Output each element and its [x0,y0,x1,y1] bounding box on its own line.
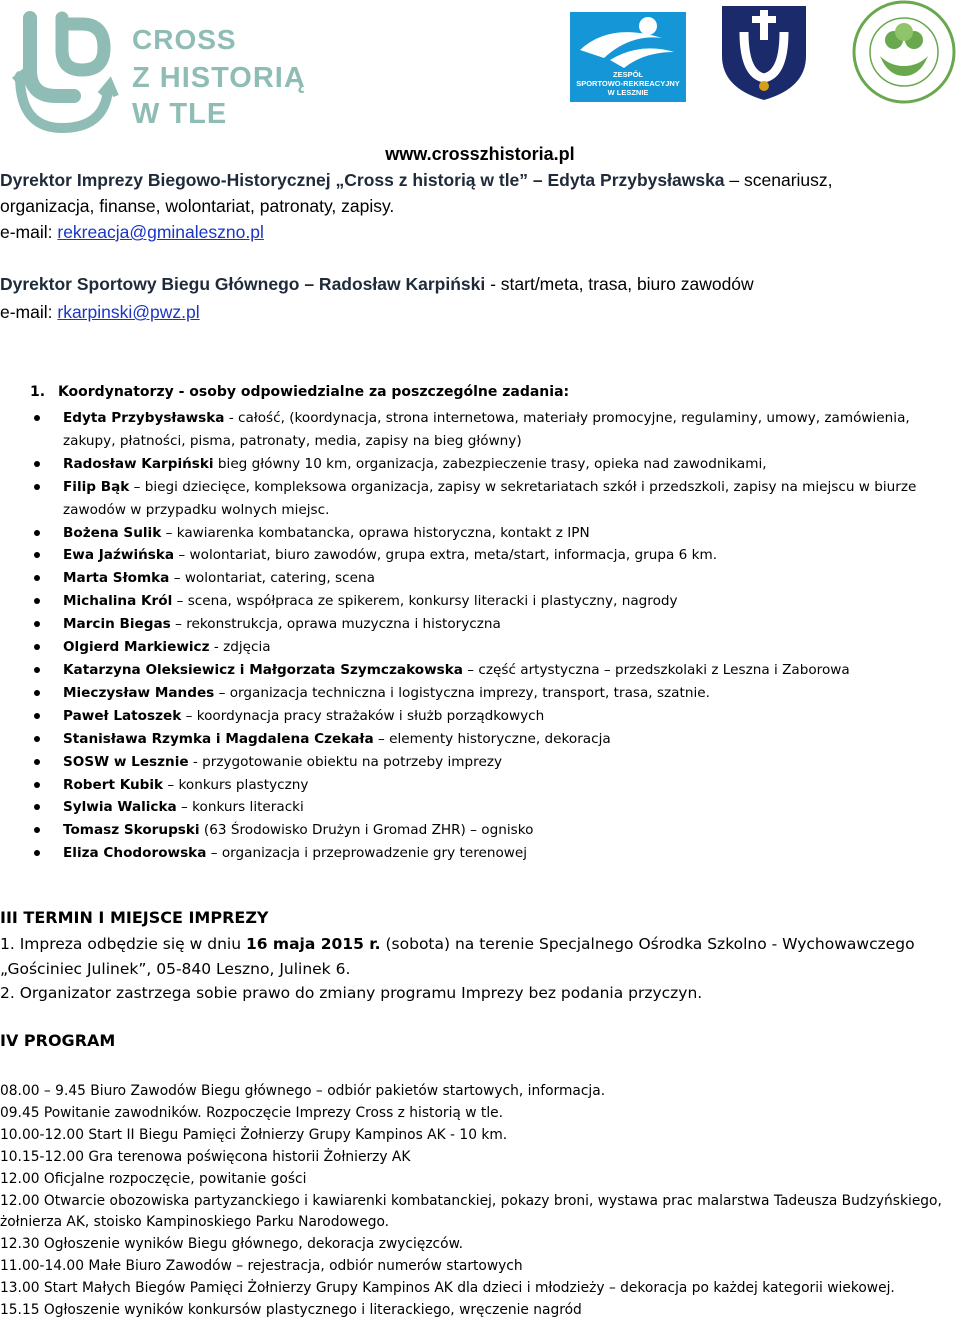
cross-z-historia-logo [12,10,312,140]
coordinator-item [0,544,930,567]
program-item: 10.15-12.00 Gra terenowa poświęcona historii Żołnierzy AK [0,1148,411,1165]
coordinator-duties: bieg główny 10 km, organizacja, zabezpieczenie trasy, opieka nad zawodnikami, [213,455,767,472]
logo-line3: W TLE [132,98,228,130]
coordinator-item [0,407,930,453]
zsr-leszno-logo [570,12,686,102]
section3-heading: III TERMIN I MIEJSCE IMPREZY [0,908,269,927]
coordinator-name: Paweł Latoszek [63,707,182,724]
coordinator-item [0,476,930,522]
coordinator-duties: – organizacja i przeprowadzenie gry terenowej [206,845,528,862]
coordinator-name: Michalina Król [63,593,173,610]
director1-label: Dyrektor Imprezy Biegowo-Historycznej „Cross z historią w tle” – Edyta Przybysławska [0,170,725,190]
coordinator-item [0,819,930,842]
program-item: 12.00 Otwarcie obozowiska partyzanckiego i kawiarenki kombatanckiej, pokazy broni, wystawa prac malarstwa Tadeusza Budzyńskiego, żołnierza AK, stoisko Kampinoskiego Parku Narodowego. [0,1192,942,1231]
coordinators-list [0,407,930,865]
director1-roles: organizacja, finanse, wolontariat, patronaty, zapisy. [0,196,395,216]
section3-paragraph1 [0,932,955,981]
coordinator-item [0,774,930,797]
coordinator-item [0,567,930,590]
logo-line1: CROSS [132,24,237,55]
director2-email-label: e-mail: [0,302,58,322]
coordinator-duties: – wolontariat, biuro zawodów, grupa extra, meta/start, informacja, grupa 6 km. [174,547,718,564]
coordinator-duties: (63 Środowisko Drużyn i Gromad ZHR) – ognisko [199,822,534,839]
section4-heading: IV PROGRAM [0,1031,116,1050]
coordinator-item [0,613,930,636]
program-item: 10.00-12.00 Start II Biegu Pamięci Żołnierzy Grupy Kampinos AK - 10 km. [0,1126,508,1143]
coordinator-name: Tomasz Skorupski [63,822,200,839]
shield-horseshoe-cross-icon [716,2,812,102]
website-url: www.crosszhistoria.pl [385,144,575,164]
hands-tree-icon [852,0,956,104]
zsr-line3: W LESZNIE [607,88,649,97]
coordinator-item [0,728,930,751]
coordinator-item [0,751,930,774]
coat-of-arms-logo [716,2,812,102]
coordinator-name: Robert Kubik [63,776,164,793]
director2-email-line [0,300,955,325]
coordinator-duties: - przygotowanie obiektu na potrzeby imprezy [188,753,503,770]
zsr-line2: SPORTOWO-REKREACYJNY [576,79,680,88]
coordinator-item [0,522,930,545]
coordinator-duties: – biegi dziecięce, kompleksowa organizacja, zapisy w sekretariatach szkół i przedszkoli, zapisy na miejscu w biurze zawodów w przypadku wolnych miejsc. [63,478,917,518]
director2-email-link[interactable]: rkarpinski@pwz.pl [57,302,200,322]
coordinator-name: Filip Bąk [63,478,130,495]
director1-block [0,168,955,193]
coordinator-duties: - całość, (koordynacja, strona internetowa, materiały promocyjne, regulaminy, umowy, zamówienia, zakupy, płatności, pisma, patronaty, media, zapisy na bieg główny) [63,410,910,449]
coordinators-heading [30,384,569,400]
coordinator-name: Katarzyna Oleksiewicz i Małgorzata Szymczakowska [63,661,463,678]
coordinator-duties: – rekonstrukcja, oprawa muzyczna i historyczna [170,616,501,633]
sosw-leszno-logo [852,0,956,104]
coordinator-item [0,590,930,613]
coordinator-duties: – scena, współpraca ze spikerem, konkursy literacki i plastyczny, nagrody [172,593,678,610]
coordinator-duties: – organizacja techniczna i logistyczna imprezy, transport, trasa, szatnie. [214,684,710,701]
coordinator-duties: – część artystyczna – przedszkolaki z Leszna i Zaborowa [462,661,850,678]
program-item: 08.00 – 9.45 Biuro Zawodów Biegu głównego – odbiór pakietów startowych, informacja. [0,1083,606,1099]
coordinator-name: SOSW w Lesznie [63,753,189,770]
director1-email-link[interactable]: rekreacja@gminaleszno.pl [57,222,264,242]
section3-p1-b: (sobota) na terenie Specjalnego Ośrodka Szkolno - Wychowawczego „Gościniec Julinek”, 05-840 Leszno, Julinek 6. [0,935,915,978]
zsr-line1: ZESPÓŁ [612,70,643,79]
coordinator-name: Mieczysław Mandes [63,684,215,701]
coordinator-item [0,682,930,705]
coordinator-duties: – koordynacja pracy strażaków i służb porządkowych [181,707,545,724]
coordinator-duties: – elementy historyczne, dekoracja [373,730,611,747]
logo-header [0,0,960,140]
coordinator-duties: - zdjęcia [209,639,271,656]
section3-paragraph2: 2. Organizator zastrzega sobie prawo do zmiany programu Imprezy bez podania przyczyn. [0,984,703,1002]
coordinator-name: Sylwia Walicka [63,799,177,816]
runner-swoosh-icon [570,12,686,70]
coordinator-duties: – konkurs literacki [176,799,304,816]
program-list [0,1081,955,1322]
coordinator-name: Radosław Karpiński [63,455,214,472]
director1-roles-a: – scenariusz, [724,170,833,190]
coordinator-item [0,453,930,476]
director1-email-label: e-mail: [0,222,58,242]
coordinator-item [0,636,930,659]
program-item: 13.00 Start Małych Biegów Pamięci Żołnierzy Grupy Kampinos AK dla dzieci i młodzieży – dekoracja po każdej kategorii wiekowej. [0,1280,895,1297]
coordinator-name: Eliza Chodorowska [63,845,207,862]
program-item: 12.30 Ogłoszenie wyników Biegu głównego, dekoracja zwycięzców. [0,1236,463,1253]
coordinator-name: Marta Słomka [63,570,170,587]
coordinator-item [0,842,930,865]
coordinator-item [0,796,930,819]
program-item: 09.45 Powitanie zawodników. Rozpoczęcie Imprezy Cross z historią w tle. [0,1104,504,1121]
program-item: 12.00 Oficjalne rozpoczęcie, powitanie gości [0,1170,307,1187]
program-item: 15.15 Ogłoszenie wyników konkursów plastycznego i literackiego, wręczenie nagród [0,1302,582,1319]
coordinator-name: Bożena Sulik [63,524,162,541]
director2-block [0,272,955,297]
director2-roles: - start/meta, trasa, biuro zawodów [485,274,754,294]
coordinator-item [0,705,930,728]
coordinator-name: Edyta Przybysławska [63,410,225,426]
section3-p1-a: 1. Impreza odbędzie się w dniu [0,935,246,953]
event-date: 16 maja 2015 r. [245,935,381,953]
logo-line2: Z HISTORIĄ [132,62,306,94]
coordinator-name: Olgierd Markiewicz [63,639,210,656]
program-item: 11.00-14.00 Małe Biuro Zawodów – rejestracja, odbiór numerów startowych [0,1258,523,1275]
coordinator-item [0,659,930,682]
director1-email-line [0,220,955,245]
coordinator-name: Marcin Biegas [63,616,171,633]
coordinator-duties: – konkurs plastyczny [163,776,309,793]
coordinator-duties: – wolontariat, catering, scena [169,570,375,587]
anchor-symbol-icon [12,10,122,135]
director2-label: Dyrektor Sportowy Biegu Głównego – Radosław Karpiński [0,274,486,294]
coordinator-name: Ewa Jaźwińska [63,547,175,564]
coordinators-number: 1. [30,384,46,400]
coordinator-duties: – kawiarenka kombatancka, oprawa historyczna, kontakt z IPN [161,524,590,541]
coordinators-title: Koordynatorzy - osoby odpowiedzialne za poszczególne zadania: [57,384,570,400]
coordinator-name: Stanisława Rzymka i Magdalena Czekała [63,730,374,747]
